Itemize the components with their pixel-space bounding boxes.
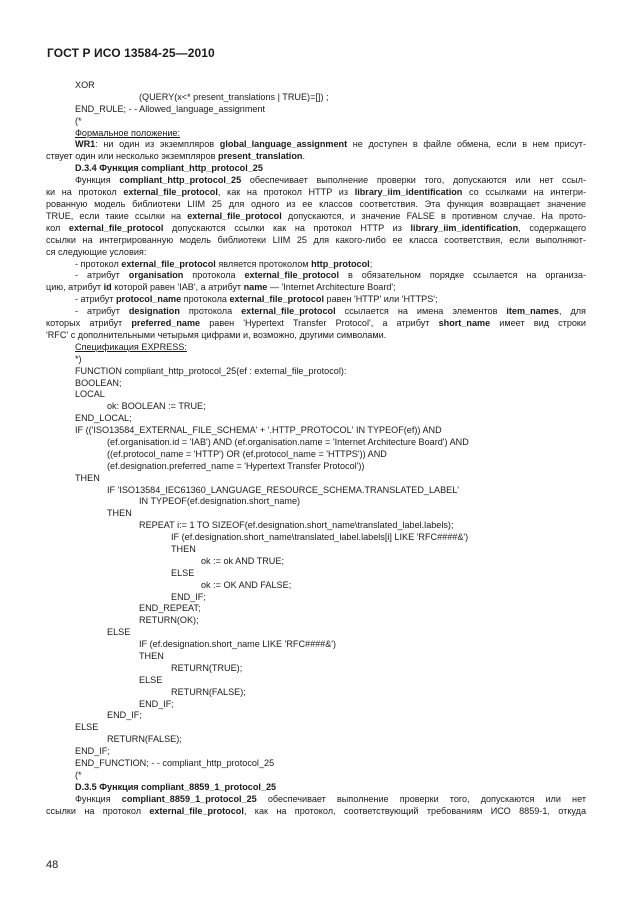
text-line: ELSE <box>75 722 99 733</box>
bold-term: WR1 <box>75 139 96 150</box>
text-run: , как на протокол HTTP из <box>217 187 355 198</box>
text-line: END_IF; <box>139 698 174 709</box>
text-run: - атрибут <box>75 270 129 281</box>
paragraph-line <box>46 306 586 318</box>
document-body <box>46 80 586 818</box>
text-line: END_IF; <box>75 746 110 757</box>
text-run: , как на протокол, соответствующий требованиям ИСО 8859-1, откуда <box>243 805 586 816</box>
text-line: END_IF; <box>171 591 206 602</box>
text-line: END_LOCAL; <box>75 413 132 424</box>
bold-term: organisation <box>128 270 184 281</box>
paragraph-line <box>46 794 586 806</box>
text-run: ся следующие условия: <box>46 246 147 257</box>
bold-term: global_language_assignment <box>219 139 348 150</box>
bold-term: protocol_name <box>115 294 182 305</box>
paragraph-line <box>46 806 586 818</box>
paragraph-line <box>46 294 586 306</box>
text-run: ссылается на имена элементов <box>335 306 507 317</box>
paragraph-line <box>46 282 586 294</box>
text-line: END_REPEAT; <box>139 603 201 614</box>
text-run: равен 'HTTP' или 'HTTPS'; <box>324 294 438 305</box>
text-run: Функция <box>75 793 122 804</box>
text-run: ссылки на интегрированную модель библиотеки LIIM 25 для какого-либо ее класса соответствия, если выполняют- <box>46 234 586 245</box>
text-run: Функция <box>75 175 120 186</box>
text-run: . <box>302 151 305 162</box>
bold-term: id <box>103 282 112 293</box>
text-run: является протоколом <box>215 258 312 269</box>
text-run: TRUE, если такие ссылки на <box>46 210 188 221</box>
paragraph-line <box>46 211 586 223</box>
bold-term: library_iim_identification <box>354 187 463 198</box>
text-run: - атрибут <box>75 306 129 317</box>
text-line: END_IF; <box>107 710 142 721</box>
text-run: - атрибут <box>75 294 116 305</box>
text-run: в обязательном порядке ссылается на организа- <box>339 270 586 281</box>
text-line: Формальное положение: <box>75 127 181 138</box>
text-line: XOR <box>75 80 95 90</box>
bold-term: external_file_protocol <box>123 187 218 198</box>
bold-term: designation <box>128 306 180 317</box>
text-line: IN TYPEOF(ef.designation.short_name) <box>139 496 301 507</box>
bold-term: compliant_http_protocol_25 <box>119 175 242 186</box>
text-line: (* <box>75 115 82 126</box>
text-line: ELSE <box>139 674 163 685</box>
text-line: ok := OK AND FALSE; <box>201 579 292 590</box>
text-line: THEN <box>75 472 100 483</box>
bold-term: external_file_protocol <box>68 222 164 233</box>
text-run: , содержащего <box>518 222 586 233</box>
paragraph-line <box>46 270 586 282</box>
text-line: ELSE <box>171 567 195 578</box>
text-line: END_FUNCTION; - - compliant_http_protocol_25 <box>75 758 275 769</box>
text-line: RETURN(FALSE); <box>107 734 182 745</box>
text-run: — 'Internet Architecture Board'; <box>267 282 396 293</box>
text-run: рованную модель библиотеки LIIM 25 для одного из ее классов соответствия. Эта функция возвращает значение <box>46 198 586 209</box>
paragraph-line <box>46 199 586 211</box>
paragraph-line <box>46 187 586 199</box>
text-line: FUNCTION compliant_http_protocol_25(ef : external_file_protocol): <box>75 365 347 376</box>
text-line: THEN <box>139 651 164 661</box>
text-line: ((ef.protocol_name = 'HTTP') OR (ef.protocol_name = 'HTTPS')) AND <box>107 448 387 459</box>
bold-term: external_file_protocol <box>229 294 324 305</box>
text-line: (ef.designation.preferred_name = 'Hypertext Transfer Protocol')) <box>107 460 365 471</box>
bold-term: short_name <box>438 318 491 329</box>
bold-term: present_translation <box>218 151 303 162</box>
text-line: ok: BOOLEAN := TRUE; <box>107 401 206 412</box>
text-line: IF (ef.designation.short_name LIKE 'RFC####&') <box>139 639 337 650</box>
text-line: RETURN(TRUE); <box>171 662 243 673</box>
text-run: равен 'Hypertext Transfer Protocol', а атрибут <box>200 318 439 329</box>
bold-term: http_protocol <box>311 258 370 269</box>
text-run: ; <box>369 258 373 269</box>
text-line: RETURN(FALSE); <box>171 686 246 697</box>
text-run: обеспечивает выполнение проверки того, допускаются или нет <box>256 793 586 804</box>
text-line: *) <box>75 353 82 364</box>
text-line: Спецификация EXPRESS: <box>75 341 187 352</box>
bold-term: external_file_protocol <box>241 306 336 317</box>
text-run: которой равен 'IAB', а атрибут <box>111 282 244 293</box>
bold-term: library_iim_identification <box>410 222 519 233</box>
text-line: IF 'ISO13584_IEC61360_LANGUAGE_RESOURCE_SCHEMA.TRANSLATED_LABEL' <box>107 484 460 495</box>
bold-term: item_names <box>506 306 559 317</box>
paragraph-line <box>46 259 586 271</box>
paragraph-line <box>46 318 586 330</box>
text-line: IF (('ISO13584_EXTERNAL_FILE_SCHEMA' + '.HTTP_PROTOCOL' IN TYPEOF(ef)) AND <box>75 425 442 436</box>
paragraph-line <box>46 330 586 342</box>
text-run: допускаются ссылки как на протокол HTTP из <box>163 222 411 233</box>
text-run: - протокол <box>75 258 122 269</box>
paragraph-line <box>46 247 586 259</box>
text-run: протокола <box>181 294 230 305</box>
bold-term: preferred_name <box>131 318 201 329</box>
page-header: ГОСТ Р ИСО 13584-25—2010 <box>47 46 215 60</box>
paragraph-line <box>46 139 586 151</box>
text-run: ствует один или несколько экземпляров <box>46 151 219 162</box>
text-line: (ef.organisation.id = 'IAB') AND (ef.organisation.name = 'Internet Architecture Board') AND <box>107 436 469 447</box>
text-line: IF (ef.designation.short_name\translated_label.labels[i] LIKE 'RFC####&') <box>171 532 469 543</box>
text-run: которых атрибут <box>46 318 132 329</box>
paragraph-line <box>46 235 586 247</box>
page-number: 48 <box>46 859 59 871</box>
text-run: протокола <box>179 306 242 317</box>
bold-term: external_file_protocol <box>244 270 340 281</box>
text-run: со ссылками на интегри- <box>462 187 586 198</box>
text-line: ELSE <box>107 627 131 638</box>
text-line: LOCAL <box>75 389 105 400</box>
text-run: цию, атрибут <box>46 282 104 293</box>
bold-term: external_file_protocol <box>187 210 282 221</box>
text-run: кол <box>46 222 69 233</box>
text-run: обеспечивает выполнение проверки того, допускаются или нет ссыл- <box>241 175 586 186</box>
text-line: END_RULE; - - Allowed_language_assignment <box>75 103 266 114</box>
text-run: допускаются, и значение FALSE в противном случае. На прото- <box>281 210 586 221</box>
text-line: BOOLEAN; <box>75 377 122 388</box>
paragraph-line <box>46 223 586 235</box>
text-line: THEN <box>171 543 196 554</box>
bold-term: compliant_8859_1_protocol_25 <box>121 793 257 804</box>
bold-term: external_file_protocol <box>121 258 216 269</box>
text-run: не доступен в файле обмена, если в нем присут- <box>347 139 586 150</box>
paragraph-line <box>46 175 586 187</box>
text-line: D.3.5 Функция compliant_8859_1_protocol_25 <box>75 781 277 792</box>
text-run: ки на протокол <box>46 187 124 198</box>
text-line: THEN <box>107 508 132 519</box>
text-run: протокола <box>183 270 245 281</box>
paragraph-line <box>46 151 586 163</box>
text-run: ссылки на протокол <box>46 805 150 816</box>
text-run: : ни один из экземпляров <box>95 139 220 150</box>
text-run: имеет вид строки <box>490 318 586 329</box>
text-line: (QUERY(x<* present_translations | TRUE)=[]) ; <box>139 91 329 102</box>
text-line: ok := ok AND TRUE; <box>201 555 284 566</box>
text-line: D.3.4 Функция compliant_http_protocol_25 <box>75 163 263 174</box>
bold-term: external_file_protocol <box>149 805 244 816</box>
text-line: (* <box>75 769 82 780</box>
text-line: REPEAT i:= 1 TO SIZEOF(ef.designation.short_name\translated_label.labels); <box>139 520 454 531</box>
text-run: , для <box>558 306 586 317</box>
text-line: RETURN(OK); <box>139 615 199 626</box>
bold-term: name <box>243 282 268 293</box>
text-run: 'RFC' с дополнительными четырьмя цифрами и, возможно, другими символами. <box>46 329 387 340</box>
